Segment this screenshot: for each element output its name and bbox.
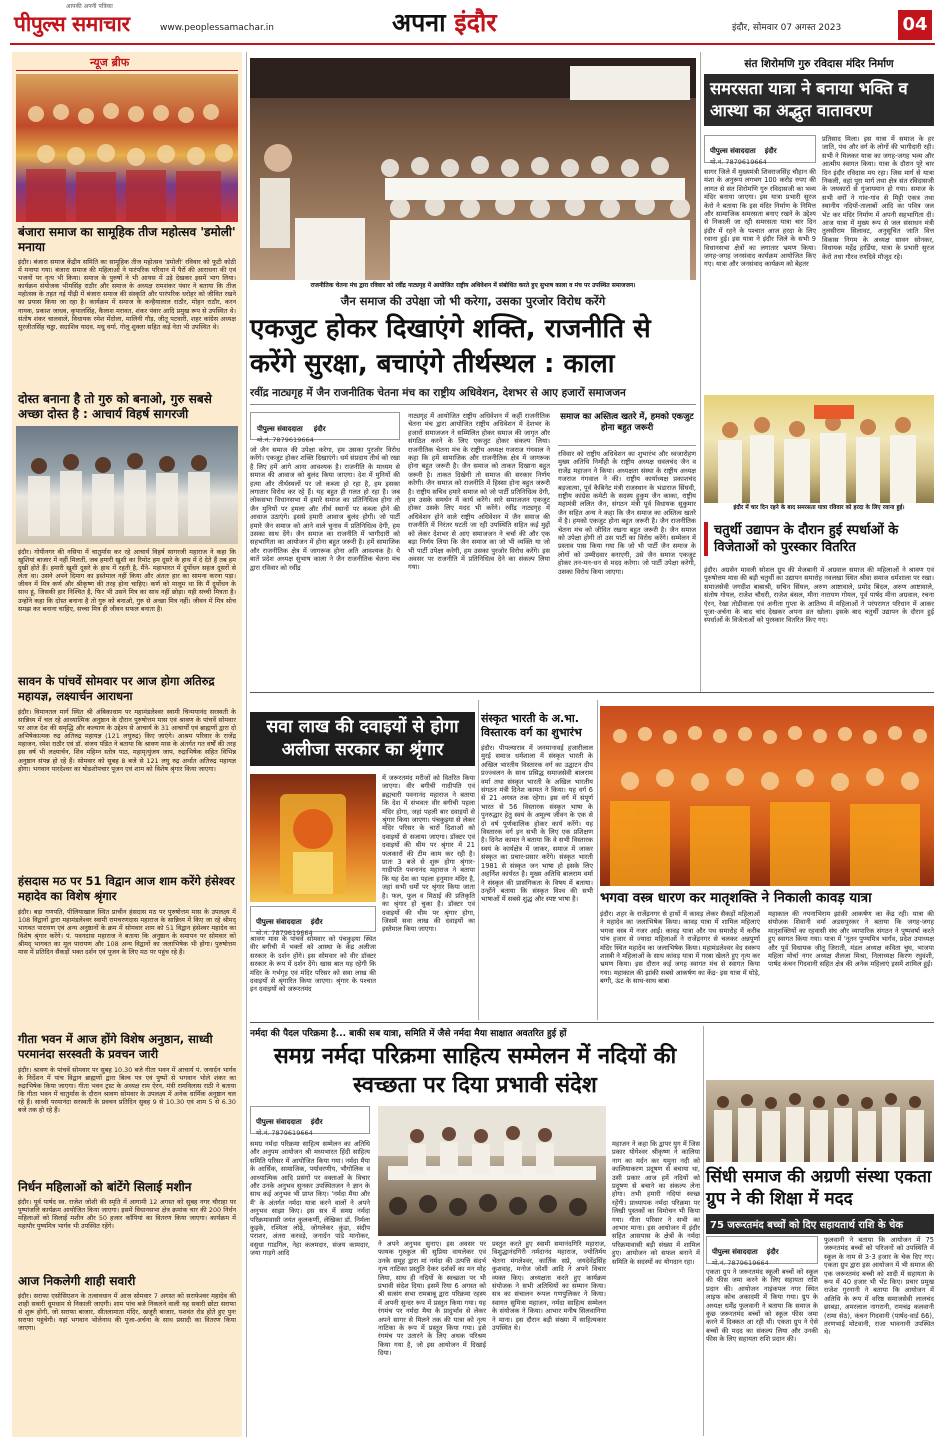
lead-byline-name: पीपुल्स संवाददाता: [257, 425, 303, 433]
acharya-photo: [16, 426, 238, 544]
brief-label-rule: [16, 70, 238, 71]
samrasata-col1: सागर जिले में मुख्यमंत्री शिवराजसिंह चौहान की मंशा के अनुरूप लगभग 100 करोड़ रुपए की लागत से संत शिरोमणि गुरु रविदासजी का भव्य मंदिर बनाया जाएगा। इस यात्रा प्रभारी सुरज केरो ने बताया कि इस मंदिर निर्माण के निमित्त और सामाजिक समरसता बनाए रखने के उद्देश्य से निकाली जा रही समरसता यात्रा चार दिन इंदौर में रहने के पश्चात आज हरदा के लिए रवाना हुई। इस यात्रा ने इंदौर जिले के सभी 9 विधानसभा क्षेत्रों का लगातार भ्रमण किया। जगह-जगह जनसंवाद कार्यक्रम आयोजित किए गए। यात्रा और जनसंवाद कार्यक्रम को बेहतर: [704, 168, 816, 269]
samrasata-photo-caption: इंदौर में चार दिन रहने के बाद समरसता यात्रा रविवार को हरदा के लिए रवाना हुई।: [733, 505, 905, 511]
samrasata-photo-figures: [704, 395, 934, 503]
narmada-photo: [378, 1106, 606, 1236]
col-rule-right: [700, 52, 701, 692]
kawad-headline: भगवा वस्त्र धारण कर मातृशक्ति ने निकाली कावड़ यात्रा: [600, 890, 872, 906]
sindhi-photo: [706, 1080, 934, 1162]
sanskrit-body: इंदौर। पीपल्याराव में जनमानावई हजारीलाल मुरई समाज धर्मशाला में संस्कृत भारती के अखिल भारतीय विस्तारक वर्ग का उद्घाटन दीप प्रज्ज्वलन के साथ प्रसिद्ध समाजसेवी बालराम वर्मा तथा संस्कृत भारती के अखिल भारतीय संगठन मंत्री दिनेश कामत ने किया। यह वर्ग 6 से 21 अगस्त तक रहेगा। इस वर्ग में संपूर्ण भारत से 56 विस्तारक संस्कृत भाषा के पुनरुद्धार हेतु स्वयं के अमूल्य जीवन के एक से दो वर्ष पूर्णकालिक होकर कार्य करेंगे। यह विस्तारक वर्ग इन सभी के लिए एक प्रशिक्षण है। दिनेश कामत ने बताया कि वे सभी विस्तारक स्वयं के कार्यक्षेत्र में जाकर, समाज में जाकर संस्कृत का प्रचार-प्रसार करेंगे। संस्कृत भारती 1981 से संस्कृत जन भाषा हो इसके लिए अहर्निश कार्यरत है। मुख्य अतिथि बालराम वर्मा ने संस्कृत की प्रासंगिकता के विषय में बताया। उन्होंने बताया कि संस्कृत विश्व की सभी भाषाओं में सबसे शुद्ध और स्पष्ट भाषा है।: [481, 744, 593, 904]
brief-6-headline: निर्धन महिलाओं को बांटेंगे सिलाई मशीन: [18, 1180, 192, 1194]
lead-photo: [250, 58, 696, 280]
banjara-photo-figures: [16, 74, 238, 222]
sindhi-col2: फुलवानी ने बताया कि आयोजन में 75 जरूरतमंद बच्चों को परिजनों को उपस्थिति में स्कूल के नाम से 3-3 हजार के चेक दिए गए। एकता ग्रुप द्वारा इस आयोजन में भी समाज की एक जरूरतमंद बच्ची को शादी में सहायता के रूप में 40 हजार भी भेंट किए। प्रचार प्रमुख राजेश गुरनानी ने बताया कि आयोजन में अतिथि के रूप में वरिष्ठ समाजसेवी लालचंद छाबड़ा, अमरलाल नागरानी, रामचंद्र कलवानी (रामा सेठ), कंचन गिदवानी (पार्षद-वार्ड 66), तरणभाई मोटवानी, राजा भावनानी उपस्थित थे।: [824, 1236, 934, 1337]
samrasata-headline: समरसता यात्रा ने बनाया भक्ति व आस्था का अद्भुत वातावरण: [704, 74, 934, 126]
brief-7-body: इंदौर। सराफा एसोसिएशन के तत्वावधान में आज सोमवार 7 अगस्त को सराफेश्वर महादेव की शाही सवारी धूमधाम से निकाली जाएगी। शाम पांच बजे निकलने वाली यह सवारी छोटा सराफा से शुरू होगी, जो सराफा बाजार, सीतलामाता मंदिर, खजूरी बाजार, यशवंत रोड होते हुए पुनः सराफा पहुंचेगी। यहां भगवान भोलेनाथ की पूजा-अर्चना के साथ प्रसादी का वितरण किया जाएगा।: [18, 1292, 236, 1333]
acharya-photo-figures: [16, 426, 238, 544]
lead-deck: रवींद्र नाट्यगृह में जैन राजनीतिक चेतना मंच का राष्ट्रीय अधिवेशन, देशभर से आए हजारों समाजजन: [250, 387, 626, 399]
lead-sidebar-head: समाज का अस्तित्व खतरे में, हमको एकजुट होना बहुत जरूरी: [558, 412, 696, 446]
brief-2-headline: दोस्त बनाना है तो गुरु को बनाओ, गुरु सबसे अच्छा दोस्त है : आचार्य विहर्ष सागरजी: [18, 392, 212, 421]
narmada-col2: ने अपने अनुभव सुनाए। इस अवसर पर फायक गुरुकुल की सुप्रिया वायलेकर एवं उनके समूह द्वारा मां नर्मदा की उत्पत्ति संदर्भ नृत्य नाटिका प्रस्तुति देकर दर्शकों का मन मोह लिया, साथ ही नदियों के स्वच्छता पर भी प्रभावी संदेश दिया। इसमें रिया 6 अगस्त को श्री सत्संग सभा रामबाबू द्वारा परिक्रमा रहस्य में अपनी सुन्दर रूप में प्रस्तुत किया गया। यह रंगमंच पर नर्मदा मैया के प्रादुर्भाव से लेकर अपने सागर से मिलने तक की यात्रा को नृत्य नाटिका के रूप में प्रस्तुत किया गया। इसे रंगमंच पर उतारने के लिए अथक परिश्रम किया गया है, जो इस आयोजन में दिखाई दिया।: [378, 1240, 486, 1358]
dateline: इंदौर, सोमवार 07 अगस्त 2023: [732, 23, 842, 33]
col-rule-left: [246, 52, 247, 1437]
alija-col1: श्रावण मास के पांचवें सोमवार को पंचकुइया स्थित वीर बगीची में भक्तों को आस्था के केंद्र अलीजा सरकार के दर्शन होंगे। इस सोमवार को वीर डॉक्टर सरकार के रूप में दर्शन देंगे। खास बात यह रहेगी कि मंदिर के गर्भगृह एवं मंदिर परिसर को सवा लाख की दवाइयों से श्रृंगारित किया जाएगा। श्रृंगार के पश्चात इन दवाइयों को जरूरतमंद: [250, 935, 376, 994]
brief-3-body: इंदौर। विमानतल मार्ग स्थित श्री अंबिकाधाम पर महामंडलेश्वर स्वामी चिन्मयानंद सरस्वती के सान्निध्य में चल रहे आध्यात्मिक अनुष्ठान के दौरान पुरुषोत्तम मास एवं श्रावण के पांचवें सोमवार पर आज देश की समृद्धि और कल्याण के उद्देश्य से आचार्य के 31 आचार्यों एवं ब्राह्मणों द्वारा दो अभिषेकात्मक रुद्र अतिरुद्र महायज्ञ (121 लघुरुद्र) किए जाएंगे। आश्रम परिवार के राजेंद्र महाजन, रमेश राठौर एवं डॉ. संजय पंडित ने बताया कि श्रावण मास के अंतर्गत गत वर्षों की तरह इस वर्ष भी लक्ष्यार्चन, शिव महिम्न स्तोत्र पाठ, महामृत्युंजय जाप, रुद्राभिषेक सहित विभिन्न अनुष्ठान संपन्न हो रहे हैं। सोमवार को सुबह 8 बजे से 121 लघु रुद्र अर्थात अतिरुद्र महायज्ञ होगा। भगवान पारदेश्वर का षोडशोपचार पूजन एवं शाम को विशेष श्रृंगार किया जाएगा।: [18, 708, 236, 773]
lead-headline: एकजुट होकर दिखाएंगे शक्ति, राजनीति से करेंगे सुरक्षा, बचाएंगे तीर्थस्थल : काला: [250, 314, 651, 379]
samrasata-col2: प्रतिसाद मिला। इस यात्रा में समाज के हर जाति, पंथ और वर्ग के लोगों की भागीदारी रही। सभी ने मिलकर यात्रा का जगह-जगह भव्य और आत्मीय स्वागत किया। यात्रा के दौरान पूरे चार दिन इंदौर रविदास मय रहा। जिस मार्ग से यात्रा निकली, वहां पूरा मार्ग तथा क्षेत्र संत रविदासजी के जयकारों से गुंजायमान हो गया। समाज के सभी वर्गों ने गांव-गांव से मिट्टी एकत्र तथा स्थानीय नदियों-तालाबों आदि का पवित्र जल भेंट कर मंदिर निर्माण में अपनी सहभागिता दी। आज यात्रा में मुख्य रूप से जल संसाधन मंत्री तुलसीराम सिलावट, अनुसूचित जाति वित्त विकास निगम के अध्यक्ष सावन सोनकर, विधायक महेंद्र हार्डिया, यात्रा के प्रभारी सुरज केरो तथा गौरव रणदिवे मौजूद रहे।: [822, 135, 934, 261]
lead-kicker: जैन समाज की उपेक्षा जो भी करेगा, उसका पुरजोर विरोध करेंगे: [340, 294, 606, 308]
narmada-col3: प्रस्तुत करते हुए स्वामी समानंदगिरि महाराज, विशुद्धानंदगिरी नर्मदानंद महाराज, ज्योतिर्मय चेतना मंगलेश्वर, कार्तिक सप्रे, जयदेवेंद्रसिंह कुशवाह, मनोज जोशी आदि ने अपने विचार व्यक्त किए। अध्यक्षता करते हुए कार्यक्रम संयोजक ने सभी अतिथियों का सम्मान किया। सत्र का संचालन रूपल गणपुलिकर ने किया। स्वागत सुमित्रा महाजन, नर्मदा साहित्य सम्मेलन के संयोजक ने किया। आभार मनीष सिलवानिया ने माना। इस दौरान बड़ी संख्या में साहित्यकार उपस्थित थे।: [492, 1240, 606, 1333]
narmada-col4: महाजन ने कहा कि द्वापर युग में जिस प्रकार योगेश्वर श्रीकृष्ण ने कालिया नाग का मर्दन कर यमुना नदी को कालियाकरण प्रदूषण से बचाया था, उसी प्रकार आज हमें नदियों को प्रदूषण से बचाने का संकल्प लेना होगा। तभी हमारी नदियां स्वच्छ रहेंगी। प्राध्यापक नर्मदा परिक्रमा पर लिखी पुस्तकों का विमोचन भी किया गया। गीता परिवार ने सभी का आभार माना। इस आयोजन में इंदौर सहित आसपास के क्षेत्रों के नर्मदा परिक्रमावासी बड़ी संख्या में शामिल हुए। आयोजन को सफल बनाने में समिति के सदस्यों का योगदान रहा।: [612, 1140, 700, 1266]
narmada-byline-phone: मो.नं. 7879619664: [256, 1129, 313, 1137]
section-title-b: इंदौर: [454, 8, 497, 37]
samrasata-photo: [704, 395, 934, 503]
samrasata-kicker: संत शिरोमणि गुरु रविदास मंदिर निर्माण: [744, 58, 894, 70]
narmada-photo-stage: [378, 1106, 606, 1236]
col-rule-kawad: [597, 700, 598, 1020]
lead-deck-rule: [250, 404, 696, 405]
chaturthi-headline: चतुर्थी उद्यापन के दौरान हुई स्पर्धाओं के विजेताओं को पुरस्कार वितरित: [704, 522, 934, 556]
lead-byline: [250, 412, 400, 444]
narmada-col1: समग्र नर्मदा परिक्रमा साहित्य सम्मेलन का अतिथि और अनुपम आयोजन श्री मध्यभारत हिंदी साहित्य समिति परिसर में आयोजित किया गया। नर्मदा मैया के आर्थिक, सामाजिक, पर्यावरणीय, भौगोलिक व आध्यात्मिक आदि प्रसंगों पर वक्ताओं के विचार और उनके अनुभव सुनकर उपस्थितजन ने ज्ञान के साथ कई अनुभव भी प्राप्त किए। 'नर्मदा मैया और मैं' के अंतर्गत नर्मदा यात्रा करने वालों ने अपने अनुभव साझा किए। इस सत्र में समग्र नर्मदा परिक्रमावासी जयंत कुलकर्णी, लेखिका डॉ. निर्मला कुइके, रश्मिता लोढ़े, जोगलेकर कुंडा, संदीप पराशर, अंतरा करवड़े, जनार्दन पांडे मानोकर, वसुधा गाडगिल, नेहा कलमदार, संजय कामदार, जया गाड़गे आदि: [250, 1140, 370, 1258]
brief-1-headline: बंजारा समाज का सामूहिक तीज महोत्सव 'डमोली' मनाया: [18, 225, 236, 254]
narmada-byline: [250, 1106, 370, 1137]
narmada-byline-name: पीपुल्स संवाददाता: [256, 1118, 302, 1126]
narmada-headline: समग्र नर्मदा परिक्रमा साहित्य सम्मेलन में नदियों की स्वच्छता पर दिया प्रभावी संदेश: [273, 1044, 677, 1098]
kawad-col1: इंदौर। शहर के राजेंद्रनगर से हाथों में कावड़ लेकर सैकड़ों महिलाओं ने महादेव का जलाभिषेक किया। कावड़ यात्रा में शामिल महिलाएं भगवा वस्त्र में नजर आईं। कावड़ यात्रा और पथ समारोह में करीब पांच हजार से ज्यादा महिलाओं ने राजेंद्रनगर से चलकर अन्नपूर्णा मंदिर स्थित महादेव का जलाभिषेक किया। महामंडलेश्वर वेद स्वरूप शास्त्री ने महिलाओं के साथ कांवड़ यात्रा में गरबा खेलते हुए नृत्य कर भ्रमण किया। इस दौरान कई जगह स्वागत मंच से स्वागत किया गया। महाकाल की झांकी सबसे आकर्षण का केंद्र- इस यात्रा में घोड़े, बग्गी, ऊंट के साथ-साथ बाबा: [600, 910, 760, 986]
lead-col1: जो जैन समाज की उपेक्षा करेगा, हम उसका पुरजोर विरोध करेंगे। एकजुट होकर शक्ति दिखाएंगे। धर्म संप्रदाय तीर्थ को रखा है लिए हमें आगे आना आवश्यक है। राजनीति के माध्यम से समाज की आवाज को बुलंद किया जाएगा। देश में मुनियों की हत्या और तीर्थस्थलों पर जो कब्जा हो रहा है, हम इसका लगातार विरोध कर रहे हैं। यह बहुत ही गलत हो रहा है। जब लोकसभा विधानसभा में हमारे समाज का प्रतिनिधित्व होगा तो जैन मुनियों पर हमला और तीर्थ स्थानों पर कब्जा होने की आवाज उठाएंगे। इससे हमारी आवाज बुलंद होगी। जो पार्टी हमारे जैन समाज को आने वाले चुनाव में प्रतिनिधित्व देगी, हम उसका साथ देंगे। जैन समाज का राजनीति में भागीदारी को सहभागिता का आयोजन में होना बहुत जरूरी है। हमें सामाजिक और राजनीतिक क्षेत्र में जागरूक होना अति आवश्यक है। ये बातें प्रदेश अध्यक्ष सुभाष काला ने जैन राजनीतिक चेतना मंच द्वारा रविवार को रवींद्र: [250, 446, 400, 572]
samrasata-byline-phone: मो.नं. 7879619664: [710, 158, 767, 166]
sindhi-byline-phone: मो.नं. 7879619664: [712, 1259, 769, 1267]
alija-byline-phone: मो.नं. 7879619664: [256, 929, 313, 937]
alija-byline-city: इंदौर: [310, 918, 323, 926]
news-brief-label: न्यूज ब्रीफ: [90, 56, 130, 69]
narmada-byline-city: इंदौर: [310, 1118, 323, 1126]
section-title-a: अपना: [392, 8, 446, 37]
row-divider-2: [250, 1022, 934, 1023]
col-rule-alija: [478, 700, 479, 1020]
brief-4-body: इंदौर। बड़ा गणपति, पीलियाखाल स्थित प्राचीन हंसदास मठ पर पुरुषोत्तम मास के उपलक्ष्य में 108 विद्वानों द्वारा महामंडलेश्वर स्वामी रामचरणदास महाराज के सान्निध्य में किए जा रहे श्रीमद् भागवत पारायण एवं अन्य अनुष्ठानों के क्रम में सोमवार शाम को 51 विद्वान हंसेश्वर महादेव का विशेष श्रृंगार करेंगे। पं. पवनदास महाराज ने बताया कि अनुष्ठान के समापन पर सोमवार को श्रीमद् भागवत का मूल पारायण और 108 अन्य विद्वानों का जलाभिषेक भी होगा। पुरुषोत्तम मास में प्रतिदिन सैकड़ों भक्त दर्शन एवं पूजन के लिए मठ पर पहुंच रहे हैं।: [18, 908, 236, 957]
brief-1-body: इंदौर। बंजारा समाज केंद्रीय समिति का सामूहिक तीज महोत्सव 'डमोली' रविवार को फूटी कोठी में मनाया गया। बंजारा समाज की महिलाओं ने पारंपरिक परिधान में पैरों की आराधना की एवं भजनों पर नृत्य भी किया। समाज के पुरुषों ने भी आयस में उड़े देखकर इसमें भाग लिया। कार्यक्रम संयोजक भीमसिंह राठौर और समाज के अध्यक्ष रामशंकर पंवार ने बताया कि तीज महोत्सव के तहत नई पीढ़ी में बंजारा समाज की संस्कृति और पारंपरिक धरोहर को जीवित रखने का प्रयास किया जा रहा है। कार्यक्रम में समाज के कन्हैयालाल राठौर, मोहन राठौर, करन नायक, प्रकाश जाधव, कृपालसिंह, कैलाश मरावत, शंकर पंवार आदि प्रमुख रूप से उपस्थित थे। संतोष शंकर चालवाले, विधायक रमेश मेंदोला, मालिनी गौड़, जीतू पटवारी, शहर कांग्रेस अध्यक्ष सुरजीतसिंह चड्ढा, सदाशिव यादव, मधु वर्मा, गोलू शुक्ला सहित कई नेता भी उपस्थित थे।: [18, 258, 236, 331]
alija-photo: [250, 774, 376, 902]
page-number: 04: [898, 10, 932, 40]
brand-logo[interactable]: पीपुल्स समाचार: [14, 12, 130, 36]
samrasata-byline-name: पीपुल्स संवाददाता: [710, 147, 756, 155]
alija-headline: सवा लाख की दवाइयों से होगा अलीजा सरकार का श्रृंगार: [250, 712, 475, 766]
sindhi-headline: सिंधी समाज की अग्रणी संस्था एकता ग्रुप ने की शिक्षा में मदद: [706, 1167, 932, 1209]
alija-photo-idol: [250, 774, 376, 902]
lead-byline-phone: मो.नं. 7879619664: [257, 436, 314, 444]
alija-col2: में जरूरतमंद मरीजों को वितरित किया जाएगा। वीर बगीची गादीपति एवं ब्रह्मचारी पवनानंद महाराज ने बताया कि देश में संभवतः वीर बगीची पहला मंदिर होगा, जहां पहली बार दवाइयों से श्रृंगार किया जाएगा। पंचकुइया से लेकर मंदिर परिसर के चारों दिशाओं को दवाइयों से सजाया जाएगा। डॉक्टर एवं दवाइयों की थीम पर श्रृंगार में 21 फलकारों की टीम काम कर रही है। प्रातः 3 बजे से शुरू होगा श्रृंगार- गादीपति पवनानंद महाराज ने बताया कि यह देश का पहला हनुमान मंदिर है, जहां सभी धर्मों पर श्रृंगार किया जाता है। फल, फूल व मिठाई की प्रतिकृति का श्रृंगार हो चुका है। डॉक्टर एवं दवाइयों की थीम पर श्रृंगार होगा, जिसमें सवा लाख की दवाइयों का इस्तेमाल किया जाएगा।: [382, 774, 475, 934]
section-title: [392, 5, 497, 39]
brief-4-headline: हंसदास मठ पर 51 विद्वान आज शाम करेंगे हंसेश्वर महादेव का विशेष श्रृंगार: [18, 874, 235, 903]
kawad-photo: [600, 706, 934, 886]
sindhi-byline-city: इंदौर: [766, 1248, 779, 1256]
narmada-kicker: नर्मदा की पैदल परिक्रमा है... बाकी सब यात्रा, समिति में जैसे नर्मदा मैया साक्षात अवतरित हुई हों: [250, 1029, 567, 1039]
kawad-photo-crowd: [600, 706, 934, 886]
lead-col3: रविवार को राष्ट्रीय अधिवेशन का शुभारंभ और ध्वजारोहण मुख्य अतिथि निर्मोही के राष्ट्रीय अध्यक्ष धवलचंद जैन व राजेंद्र महाजन ने किया। अध्यक्षता संस्था के राष्ट्रीय अध्यक्ष गजराज गंगवाल ने की। राष्ट्रीय कार्याध्यक्ष प्रकाशचंद बड़जात्या, पूर्व कैबिनेट मंत्री राजस्थान के भंडाराज सिंघवी, राष्ट्रीय कांग्रेस कमेटी के सदस्य हुकुम जैन काका, राष्ट्रीय महामंत्री ललित जैन, संगठन मंत्री पूर्व विधायक सुकुमार जैन सहित अन्य ने कहा कि जैन समाज का अस्तित्व खतरे में है। हमको एकजुट होना बहुत जरूरी है। जैन राजनीतिक चेतना मंच को जीवित रखना बहुत जरूरी है। जैन समाज को उपेक्षा होगी तो उस पार्टी का विरोध करेंगे। सम्मेलन में प्रस्ताव पास किया गया कि जो भी पार्टी जैन समाज के लोगों को उम्मीदवार बनाएगी, उसे जैन समाज एकजुट होकर तन-मन-धन से मदद करेगा। जो पार्टी उपेक्षा करेगी, उसका विरोध किया जाएगा।: [558, 450, 696, 576]
masthead-rule: [10, 43, 935, 45]
website-url[interactable]: www.peoplessamachar.in: [160, 23, 274, 33]
brief-5-headline: गीता भवन में आज होंगे विशेष अनुष्ठान, साध्वी परमानंदा सरस्वती के प्रवचन जारी: [18, 1032, 213, 1061]
row-divider-1: [250, 692, 934, 693]
samrasata-byline-city: इंदौर: [764, 147, 777, 155]
news-brief-column: [12, 52, 242, 1437]
alija-byline-name: पीपुल्स संवाददाता: [256, 918, 302, 926]
lead-byline-city: इंदौर: [313, 425, 326, 433]
sindhi-byline-name: पीपुल्स संवाददाता: [712, 1248, 758, 1256]
brand-tagline: आपकी अपनी पत्रिका: [66, 3, 113, 10]
brief-2-body: इंदौर। गोयीनगर की नसिया में चातुर्मास कर रहे आचार्य विहर्ष सागरजी महाराज ने कहा कि खुशियां बाजार में नहीं मिलतीं, जब हमारी खुशी का रिमोट हम दूसरे के हाथ में दे देते हैं तब हम दुखी होते हैं। हमारी खुशी दूसरे के हाथ में रहती है, मैंने- महाभारत में दुर्योधन सहज दूसरों से लेता था। उसने अपने दिमाग का इस्तेमाल नहीं किया और अंततः हार का सामना करना पड़ा। जीवन में मित्र कर्ण और श्रीकृष्ण की तरह होना चाहिए। कर्ण को मालूम था कि मैं दुर्योधन के साथ हूं, जिसकी हार निश्चित है, फिर भी उसने मित्र का साथ नहीं छोड़ा। यही सच्ची मित्रता है। उन्होंने कहा कि दोस्त बनाना है तो गुरु को बनाओ, गुरु से अच्छा मित्र नहीं। जीवन में मित्र सोच समझ कर बनाना चाहिए, सच्चा मित्र ही जीवन सफल बनाता है।: [18, 548, 236, 613]
alija-byline: [250, 906, 376, 937]
sindhi-deck: 75 जरूरतमंद बच्चों को दिए सहायतार्थ राशि के चेक: [706, 1214, 934, 1234]
chaturthi-body: इंदौर। अग्रसेन मावली सोशल ग्रुप की मेजबानी में अग्रवाल समाज की महिलाओं ने श्रावण एवं पुरुषोत्तम मास की बड़ी चतुर्थी का उद्यापन समारोह नवलखा स्थित श्रीवा समाज धर्मशाला पर रखा। समाजसेवी जगदीश बाबाश्री, सचिन सिंघल, अरुण आष्टावाले, प्रमोद बिंदल, अरुण आष्टावाले, संतोष गोयल, राजेश चौधरी, राजेश बंसल, मीना नारायण गोयल, पूर्व पार्षद मीना अग्रवाल, रचना ऐरन, रेखा तोडीवाला एवं अनीता गुप्ता के आतिथ्य में महिलाओं ने परंपरागत परिधान में आकर पूजा-अर्चना के बाद चांद देखकर अपना व्रत खोला। इसके बाद चतुर्थी उद्यापन के दौरान हुई स्पर्धाओं के विजेताओं को पुरस्कार वितरित किए गए।: [704, 566, 934, 625]
col-rule-narmada: [703, 1026, 704, 1436]
banjara-photo: [16, 74, 238, 222]
sindhi-photo-group: [706, 1080, 934, 1162]
brief-6-body: इंदौर। पूर्व पार्षद स्व. राजेश जोशी की स्मृति में आगामी 12 अगस्त को सुबह नगर चौराहा पर पुष्पांजलि कार्यक्रम आयोजित किया जाएगा। इसमें विधानसभा क्षेत्र क्रमांक चार की 200 निर्धन महिलाओं को सिलाई मशीन और 50 हजार कॉपियां का वितरण किया जाएगा। कार्यक्रम में महापौर पुष्यमित्र भार्गव भी उपस्थित रहेंगे।: [18, 1198, 236, 1231]
samrasata-byline: [704, 135, 816, 166]
lead-photo-scene: [250, 58, 696, 280]
sindhi-col1: एकता ग्रुप ने जरूरतमंद स्कूली बच्चों को स्कूल की फीस जमा करने के लिए सहायता राशि प्रदान की। आयोजन नाइंकपल नगर स्थित लाइफ कोच अकादमी में किया गया। ग्रुप के अध्यक्ष धर्मेंद्र फुलवानी ने बताया कि समाज के कुछ जरूरतमंद बच्चों को स्कूल फीस जमा करने में दिक्कत आ रही थी। एकता ग्रुप ने ऐसे बच्चों की मदद का संकल्प लिया और उनकी फीस के लिए सहायता राशि प्रदान की।: [706, 1268, 818, 1344]
sanskrit-headline: संस्कृत भारती के अ.भा. विस्तारक वर्ग का शुभारंभ: [481, 712, 582, 739]
masthead: [0, 0, 945, 46]
kawad-col2: महाकाल की नयनाभिराम झांकी आकर्षण का केंद्र रही। यात्रा की संयोजक शिवानी वर्मा अडसपुरकर ने बताया कि जगह-जगह मातृशक्तियों का रहवासी संघ और व्यापारिक संगठन ने पुष्पवर्षा करते हुए स्वागत किया गया। यात्रा में 'नूतन पुण्यमित्र भार्गव, प्रदेश उपाध्यक्ष और पूर्व विधायक जीतू जिराती, मंडल अध्यक्ष कविता चुघ, भाजपा महिला मोर्चा नगर अध्यक्ष शैलजा मिश्रा, निलाध्यक्ष किरण रघुवंशी, पार्षद कंचन गिदवानी सहित क्षेत्र की अनेक महिलाएं इसमें शामिल हुईं।: [768, 910, 934, 969]
sindhi-byline: [706, 1236, 818, 1267]
lead-photo-caption: राजनीतिक चेतना मंच द्वारा रविवार को रवींद्र नाट्यगृह में आयोजित राष्ट्रीय अधिवेशन में संबोधित करते हुए सुभाष काला व मंच पर उपस्थित समाजजन।: [310, 282, 636, 289]
brief-5-body: इंदौर। श्रावण के पांचवें सोमवार पर सुबह 10.30 बजे गीता भवन में आचार्य पं. जनार्दन भार्गव के निर्देशन में पांच विद्वान ब्राह्मणों द्वारा बिल्व पत्र एवं पुष्पों से भगवान भोले शंकर का रुद्राभिषेक किया जाएगा। गीता भवन ट्रस्ट के अध्यक्ष राम ऐरन, मंत्री रामविलास राठी ने बताया कि गीता भवन में चातुर्मास के दौरान श्रावण सोमवार के उपलक्ष्य में अनेक धार्मिक अनुष्ठान चल रहे हैं। साध्वी परमानंदा सरस्वती के प्रवचन प्रतिदिन सुबह 9 से 10.30 एवं शाम 5 से 6.30 बजे तक हो रहे हैं।: [18, 1066, 236, 1115]
brief-7-headline: आज निकलेगी शाही सवारी: [18, 1274, 136, 1288]
lead-col2: नाट्यगृह में आयोजित राष्ट्रीय अधिवेशन में कहीं राजनीतिक चेतना मंच द्वारा आयोजित राष्ट्रीय अधिवेशन में देशभर के हजारों समाजजन ने सम्मिलित होकर समाज की जागृत और संगठित करने के लिए एकजुट होकर संकल्प लिया। राजनीतिक चेतना मंच के राष्ट्रीय अध्यक्ष गजराज गंगवाल ने कहा कि हमें सामाजिक और राजनीतिक क्षेत्र में जागरूक होना बहुत जरूरी है। जैन समाज को ताकत दिखाना बहुत जरूरी है। ताकत दिखेगी तो समाज की सरकार निर्णय करेगी। जैन समाज को राजनीति में हिस्सा होना बहुत जरूरी है। राष्ट्रीय सचिव हमारे समाज को जो पार्टी प्रतिनिधित्व देगी, हम उसके समर्थन में कार्य करेंगे। सारे समाजजन एकजुट होकर उसके लिए मदद भी करेंगे। रवींद्र नाट्यगृह में अधिवेशन होने वाले राष्ट्रीय अधिवेशन में जैन समाज की राजनीति में निरंतर घटती जा रही उपस्थिति सहित कई मुद्दों को लेकर देशभर से आए समाजजन ने चर्चा की और एक बड़ा निर्णय लिया कि जैन समाज का जो भी व्यक्ति या जो भी पार्टी उपेक्षा करेगी, हम उसका पुरजोर विरोध करेंगे। इस अवसर पर राजनीति में प्रतिनिधित्व देने का संकल्प लिया गया।: [408, 412, 550, 572]
brief-3-headline: सावन के पांचवें सोमवार पर आज होगा अतिरुद्र महायज्ञ, लक्ष्यार्चन आराधना: [18, 674, 215, 703]
